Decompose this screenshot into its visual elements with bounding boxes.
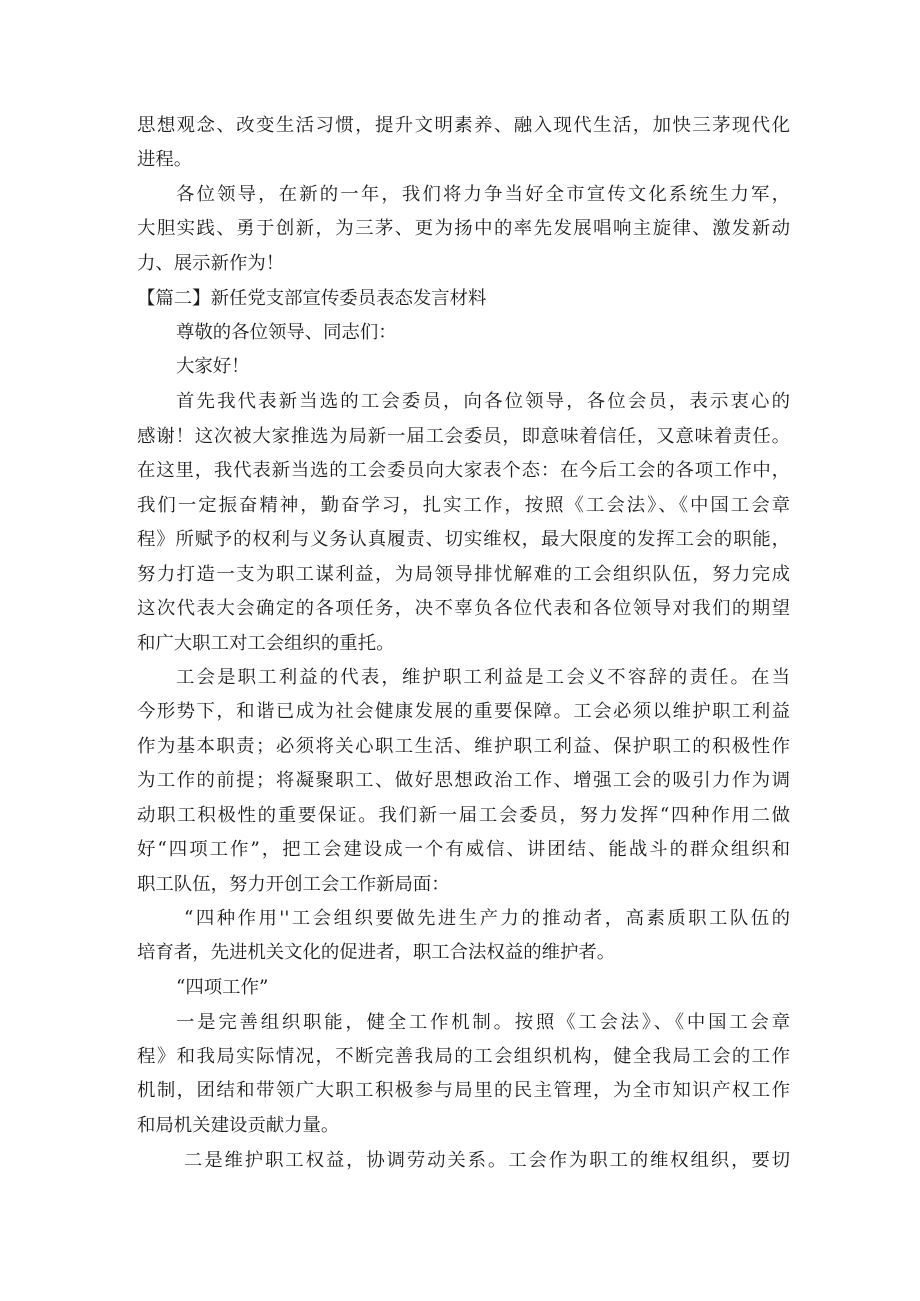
greeting: 大家好！ <box>176 356 250 377</box>
salutation: 尊敬的各位领导、同志们： <box>176 322 397 343</box>
body-line: 这次代表大会确定的各项任务，决不辜负各位代表和各位领导对我们的期望 <box>137 598 790 619</box>
body-line: 二是维护职工权益，协调劳动关系。工会作为职工的维权组织，要切 <box>184 1150 790 1171</box>
body-line: 工会是职工利益的代表，维护职工利益是工会义不容辞的责任。在当 <box>176 667 790 688</box>
section-heading: 【篇二】新任党支部宣传委员表态发言材料 <box>137 288 487 309</box>
body-line: “四种作用''工会组织要做先进生产力的推动者，高素质职工队伍的 <box>184 908 790 929</box>
body-line: 和局机关建设贡献力量。 <box>137 1115 340 1136</box>
body-line: 培育者，先进机关文化的促进者，职工合法权益的维护者。 <box>137 942 616 963</box>
body-line: 为工作的前提；将凝聚职工、做好思想政治工作、增强工会的吸引力作为调 <box>137 770 790 791</box>
body-line: 力、展示新作为！ <box>137 253 285 274</box>
body-line: 一是完善组织职能，健全工作机制。按照《工会法》、《中国工会章 <box>176 1012 790 1033</box>
body-line: 程》所赋予的权利与义务认真履责、切实维权，最大限度的发挥工会的职能， <box>137 529 790 550</box>
body-line: 努力打造一支为职工谋利益，为局领导排忧解难的工会组织队伍，努力完成 <box>137 564 790 585</box>
body-line: 机制，团结和带领广大职工积极参与局里的民主管理，为全市知识产权工作 <box>137 1080 790 1101</box>
body-line: 职工队伍，努力开创工会工作新局面： <box>137 874 450 895</box>
body-line: 动职工积极性的重要保证。我们新一届工会委员，努力发挥“四种作用二做 <box>137 805 790 826</box>
body-line: 各位领导，在新的一年，我们将力争当好全市宣传文化系统生力军， <box>176 184 790 205</box>
body-line: 首先我代表新当选的工会委员，向各位领导，各位会员，表示衷心的 <box>176 391 790 412</box>
body-line: 思想观念、改变生活习惯，提升文明素养、融入现代生活，加快三茅现代化 <box>137 115 790 136</box>
body-line: 和广大职工对工会组织的重托。 <box>137 633 395 654</box>
body-line: 在这里，我代表新当选的工会委员向大家表个态：在今后工会的各项工作中， <box>137 460 790 481</box>
body-line: 进程。 <box>137 149 193 170</box>
body-line: 我们一定振奋精神，勤奋学习，扎实工作，按照《工会法》、《中国工会章 <box>137 495 790 516</box>
body-line: 程》和我局实际情况，不断完善我局的工会组织机构，健全我局工会的工作 <box>137 1046 790 1067</box>
body-line: 作为基本职责；必须将关心职工生活、维护职工利益、保护职工的积极性作 <box>137 736 790 757</box>
body-line: 今形势下，和谐已成为社会健康发展的重要保障。工会必须以维护职工利益 <box>137 701 790 722</box>
body-line: 好“四项工作”，把工会建设成一个有威信、讲团结、能战斗的群众组织和 <box>137 839 790 860</box>
body-line: 感谢！这次被大家推选为局新一届工会委员，即意味着信任，又意味着责任。 <box>137 426 790 447</box>
subheading: “四项工作” <box>176 977 269 998</box>
body-line: 大胆实践、勇于创新，为三茅、更为扬中的率先发展唱响主旋律、激发新动 <box>137 218 790 239</box>
